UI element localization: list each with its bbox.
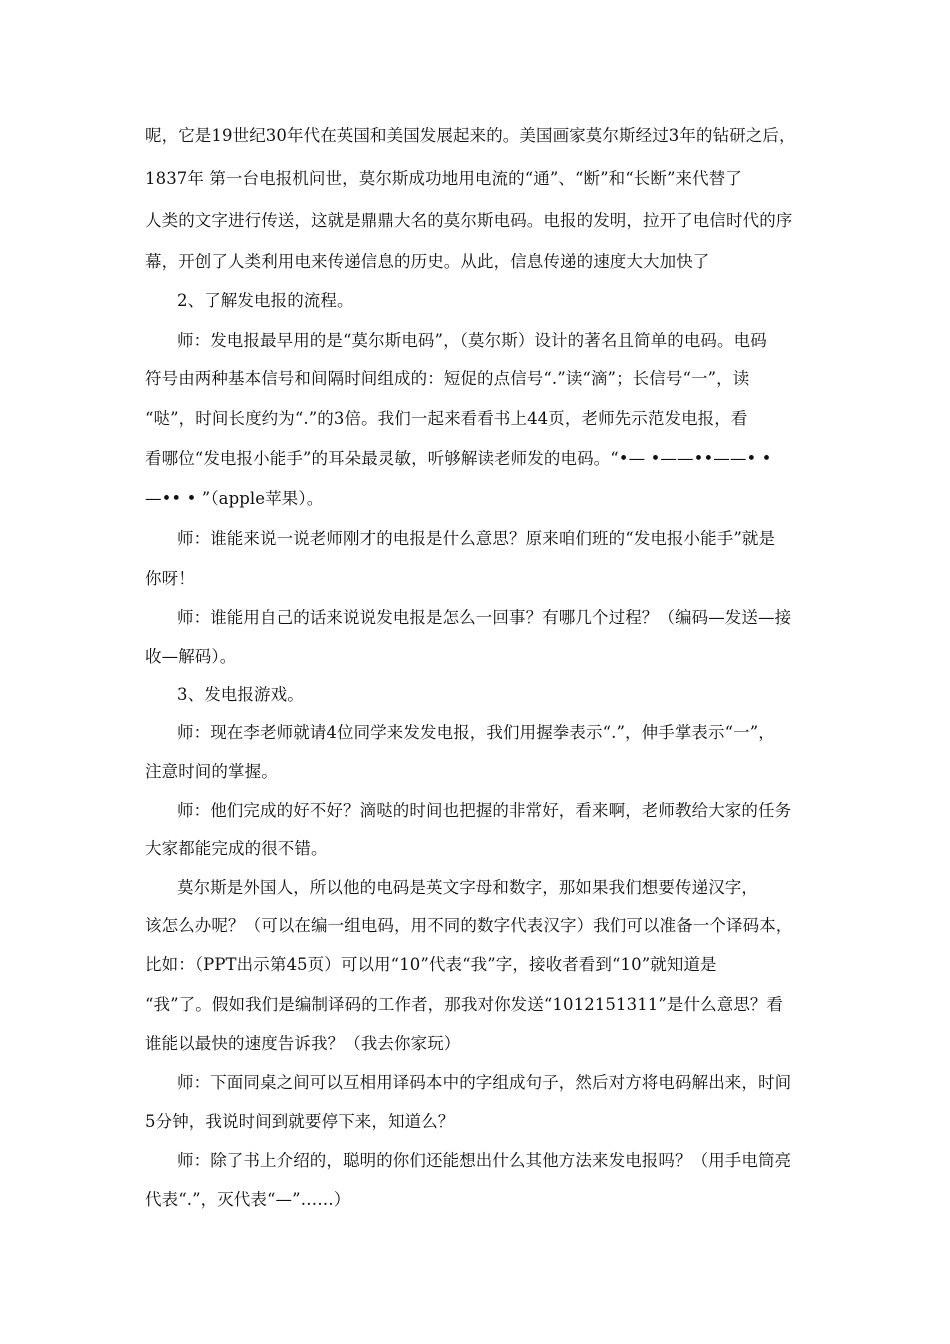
text-line: 呢，它是19世纪30年代在英国和美国发展起来的。美国画家莫尔斯经过3年的钻研之后，: [145, 126, 796, 145]
text-line: 注意时间的掌握。: [145, 762, 278, 781]
text-line: 代表“.”，灭代表“—”……）: [145, 1190, 351, 1209]
text-line: 大家都能完成的很不错。: [145, 839, 328, 858]
text-line: 比如：（PPT出示第45页）可以用“10”代表“我”字，接收者看到“10”就知道是: [145, 955, 717, 974]
text-line: 人类的文字进行传送，这就是鼎鼎大名的莫尔斯电码。电报的发明，拉开了电信时代的序: [145, 211, 793, 230]
section-heading: 2、了解发电报的流程。: [177, 291, 354, 310]
text-line: 师：谁能用自己的话来说说发电报是怎么一回事？有哪几个过程？（编码—发送—接: [177, 608, 792, 627]
text-line: 师：现在李老师就请4位同学来发发电报，我们用握拳表示“.”，伸手掌表示“一”，: [177, 723, 775, 742]
text-line: “哒”，时间长度约为“.”的3倍。我们一起来看看书上44页，老师先示范发电报，看: [145, 409, 748, 428]
text-line: 莫尔斯是外国人，所以他的电码是英文字母和数字，那如果我们想要传递汉字，: [177, 878, 758, 897]
section-heading: 3、发电报游戏。: [177, 685, 304, 704]
text-line: 1837年 第一台电报机问世，莫尔斯成功地用电流的“通”、“断”和“长断”来代替了: [145, 169, 742, 188]
text-line: 师：除了书上介绍的，聪明的你们还能想出什么其他方法来发电报吗？（用手电筒亮: [177, 1151, 792, 1170]
text-line: 5分钟，我说时间到就要停下来，知道么？: [145, 1112, 455, 1131]
text-line: —•• • ”（apple苹果）。: [145, 489, 324, 508]
text-line: “我”了。假如我们是编制译码的工作者，那我对你发送“1012151311”是什么意思？看: [145, 995, 784, 1014]
text-line: 师：发电报最早用的是“莫尔斯电码”，（莫尔斯）设计的著名且简单的电码。电码: [177, 331, 767, 350]
text-line: 师：他们完成的好不好？滴哒的时间也把握的非常好，看来啊，老师教给大家的任务: [177, 801, 792, 820]
text-line: 幕，开创了人类利用电来传递信息的历史。从此，信息传递的速度大大加快了: [145, 252, 710, 271]
text-line: 你呀！: [145, 569, 195, 588]
text-line: 师：谁能来说一说老师刚才的电报是什么意思？原来咱们班的“发电报小能手”就是: [177, 529, 776, 548]
text-line: 收—解码）。: [145, 647, 237, 666]
text-line: 谁能以最快的速度告诉我？（我去你家玩）: [145, 1034, 461, 1053]
text-line: 师：下面同桌之间可以互相用译码本中的字组成句子，然后对方将电码解出来，时间: [177, 1073, 792, 1092]
text-line: 该怎么办呢？（可以在编一组电码，用不同的数字代表汉字）我们可以准备一个译码本，: [145, 916, 793, 935]
text-line: 符号由两种基本信号和间隔时间组成的：短促的点信号“.”读“滴”；长信号“一”，读: [145, 369, 750, 388]
text-line: 看哪位“发电报小能手”的耳朵最灵敏，听够解读老师发的电码。“•— •——••——• •: [145, 449, 772, 468]
